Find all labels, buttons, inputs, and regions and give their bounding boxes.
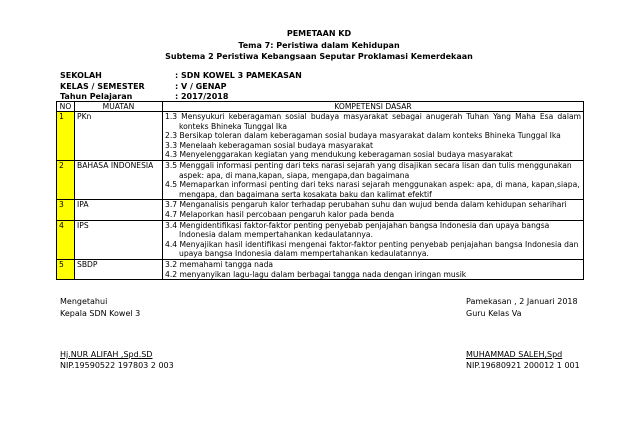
row-muatan: SBDP	[75, 259, 163, 279]
kd-table	[56, 101, 584, 280]
kd-item: 4.7 Melaporkan hasil percobaan pengaruh kalor pada benda	[165, 209, 395, 219]
row-kd	[163, 112, 584, 161]
kd-item: 3.5 Menggali informasi penting dari teks narasi sejarah yang disajikan secara lisan dan tulis menggunakan aspek: apa, di mana,kapan, siapa, mengapa,dan bagaimana	[165, 160, 572, 180]
row-muatan: BAHASA INDONESIA	[75, 160, 163, 199]
footer-kepala-name: Hj.NUR ALIFAH ,Spd.SD	[60, 350, 153, 359]
kd-item: 4.4 Menyajikan hasil identifikasi mengenai faktor-faktor penting penyebab penjajahan bangsa Indonesia dan upaya bangsa Indonesia dalam mempertahankan kedaulatannya.	[165, 239, 579, 259]
kd-item: 4.3 Menyelenggarakan kegiatan yang mendukung keberagaman sosial budaya masyarakat	[165, 150, 513, 160]
header-muatan: MUATAN	[75, 102, 163, 112]
kd-item: 3.3 Menelaah keberagaman sosial budaya masyarakat	[165, 140, 373, 150]
info-kelas	[60, 82, 226, 92]
header-no: NO	[57, 102, 75, 112]
footer-kepala-nip: NIP.19590522 197803 2 003	[60, 361, 174, 370]
table-row	[57, 200, 584, 220]
row-kd	[163, 200, 584, 220]
kd-item: 2.3 Bersikap toleran dalam keberagaman sosial budaya masyarakat dalam konteks Bhineka Tunggal Ika	[165, 131, 561, 141]
row-kd	[163, 220, 584, 259]
row-kd	[163, 259, 584, 279]
row-no: 4	[57, 220, 75, 259]
row-muatan: PKn	[75, 112, 163, 161]
theme-title: Tema 7: Peristiwa dalam Kehidupan	[238, 41, 400, 50]
sekolah-label: SEKOLAH	[60, 71, 102, 80]
footer-guru-title: Guru Kelas Va	[466, 309, 522, 318]
row-no: 2	[57, 160, 75, 199]
footer-kepala-title: Kepala SDN Kowel 3	[60, 309, 141, 318]
sekolah-value: : SDN KOWEL 3 PAMEKASAN	[175, 71, 302, 80]
footer-place-date: Pamekasan , 2 Januari 2018	[466, 297, 578, 306]
document-title: PEMETAAN KD	[286, 29, 352, 38]
footer-mengetahui: Mengetahui	[60, 297, 108, 306]
header-kd: KOMPETENSI DASAR	[163, 102, 584, 112]
kd-item: 3.7 Menganalisis pengaruh kalor terhadap perubahan suhu dan wujud benda dalam kehidupan seharihari	[165, 200, 567, 210]
row-kd	[163, 160, 584, 199]
tahun-label: Tahun Pelajaran	[60, 92, 133, 101]
kd-item: 4.5 Memaparkan informasi penting dari teks narasi sejarah menggunakan aspek: apa, di mana, kapan,siapa, mengapa, dan bagaimana serta kosakata baku dan kalimat efektif	[165, 180, 580, 199]
subtheme-title: Subtema 2 Peristiwa Kebangsaan Seputar Proklamasi Kemerdekaan	[165, 52, 473, 61]
row-no: 3	[57, 200, 75, 220]
row-no: 5	[57, 259, 75, 279]
info-sekolah	[60, 71, 302, 81]
table-row	[57, 160, 584, 199]
table-row	[57, 220, 584, 259]
row-muatan: IPA	[75, 200, 163, 220]
kd-item: 3.2 memahami tangga nada	[165, 259, 274, 269]
table-row	[57, 259, 584, 279]
tahun-value: : 2017/2018	[175, 92, 229, 101]
row-no: 1	[57, 112, 75, 161]
kd-item: 4.2 menyanyikan lagu-lagu dalam berbagai tangga nada dengan iringan musik	[165, 269, 467, 279]
kelas-value: : V / GENAP	[175, 82, 227, 91]
row-muatan: IPS	[75, 220, 163, 259]
kd-item: 3.4 Mengidentifikasi faktor-faktor penting penyebab penjajahan bangsa Indonesia dan upaya bangsa Indonesia dalam mempertahankan kedaulatannya.	[165, 220, 550, 240]
kelas-label: KELAS / SEMESTER	[60, 82, 145, 91]
table-header-row	[57, 102, 584, 112]
table-row	[57, 112, 584, 161]
kd-item: 1.3 Mensyukuri keberagaman sosial budaya masyarakat sebagai anugerah Tuhan Yang Maha Esa dalam konteks Bhineka Tunggal Ika	[165, 112, 581, 131]
footer-guru-nip: NIP.19680921 200012 1 001	[466, 361, 580, 370]
footer-guru-name: MUHAMMAD SALEH,Spd	[466, 350, 563, 359]
